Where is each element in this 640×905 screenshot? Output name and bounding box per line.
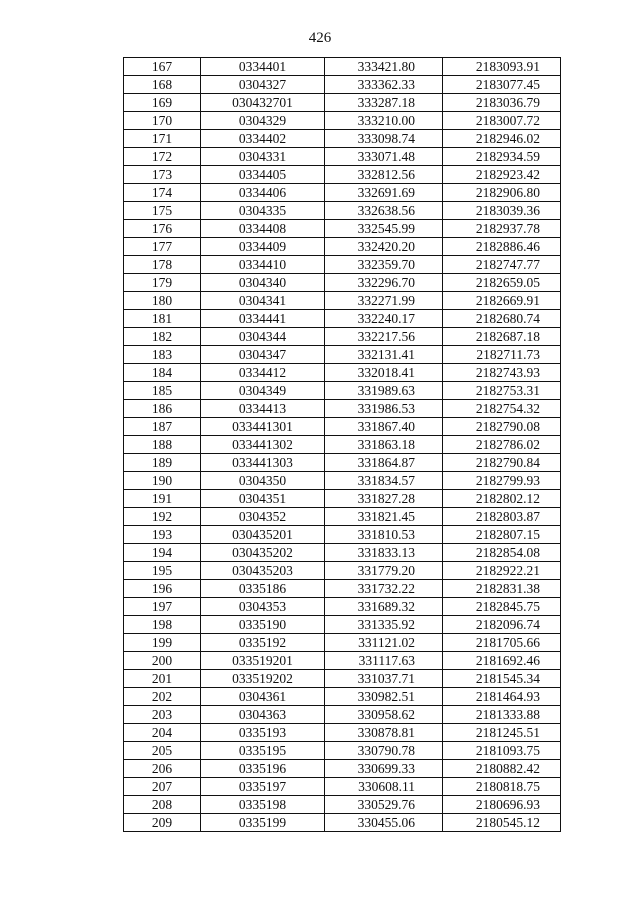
y-coordinate-cell: 2182743.93 bbox=[443, 364, 561, 382]
y-coordinate-cell: 2181093.75 bbox=[443, 742, 561, 760]
x-coordinate-cell: 331863.18 bbox=[325, 436, 443, 454]
table-row bbox=[124, 562, 561, 580]
table-row bbox=[124, 364, 561, 382]
row-number-cell: 208 bbox=[124, 796, 201, 814]
y-coordinate-cell: 2182786.02 bbox=[443, 436, 561, 454]
x-coordinate-cell: 331037.71 bbox=[325, 670, 443, 688]
row-number-cell: 170 bbox=[124, 112, 201, 130]
row-number-cell: 204 bbox=[124, 724, 201, 742]
y-coordinate-cell: 2182906.80 bbox=[443, 184, 561, 202]
x-coordinate-cell: 331834.57 bbox=[325, 472, 443, 490]
point-code-cell: 0304341 bbox=[201, 292, 325, 310]
x-coordinate-cell: 331779.20 bbox=[325, 562, 443, 580]
table-row bbox=[124, 292, 561, 310]
row-number-cell: 189 bbox=[124, 454, 201, 472]
table-row bbox=[124, 274, 561, 292]
x-coordinate-cell: 331732.22 bbox=[325, 580, 443, 598]
row-number-cell: 176 bbox=[124, 220, 201, 238]
table-row bbox=[124, 184, 561, 202]
y-coordinate-cell: 2182687.18 bbox=[443, 328, 561, 346]
row-number-cell: 168 bbox=[124, 76, 201, 94]
y-coordinate-cell: 2182799.93 bbox=[443, 472, 561, 490]
row-number-cell: 175 bbox=[124, 202, 201, 220]
table-row bbox=[124, 706, 561, 724]
x-coordinate-cell: 331827.28 bbox=[325, 490, 443, 508]
point-code-cell: 0335195 bbox=[201, 742, 325, 760]
table-row bbox=[124, 490, 561, 508]
row-number-cell: 209 bbox=[124, 814, 201, 832]
y-coordinate-cell: 2180882.42 bbox=[443, 760, 561, 778]
table-row bbox=[124, 436, 561, 454]
row-number-cell: 205 bbox=[124, 742, 201, 760]
point-code-cell: 0334441 bbox=[201, 310, 325, 328]
row-number-cell: 174 bbox=[124, 184, 201, 202]
point-code-cell: 0304327 bbox=[201, 76, 325, 94]
table-row bbox=[124, 310, 561, 328]
table-row bbox=[124, 202, 561, 220]
x-coordinate-cell: 333098.74 bbox=[325, 130, 443, 148]
point-code-cell: 033441301 bbox=[201, 418, 325, 436]
y-coordinate-cell: 2182946.02 bbox=[443, 130, 561, 148]
point-code-cell: 0304351 bbox=[201, 490, 325, 508]
y-coordinate-cell: 2183007.72 bbox=[443, 112, 561, 130]
row-number-cell: 194 bbox=[124, 544, 201, 562]
x-coordinate-cell: 333071.48 bbox=[325, 148, 443, 166]
table-row bbox=[124, 454, 561, 472]
row-number-cell: 187 bbox=[124, 418, 201, 436]
point-code-cell: 0334405 bbox=[201, 166, 325, 184]
table-row bbox=[124, 526, 561, 544]
point-code-cell: 033519201 bbox=[201, 652, 325, 670]
y-coordinate-cell: 2183093.91 bbox=[443, 58, 561, 76]
table-row bbox=[124, 130, 561, 148]
point-code-cell: 0304329 bbox=[201, 112, 325, 130]
row-number-cell: 190 bbox=[124, 472, 201, 490]
row-number-cell: 200 bbox=[124, 652, 201, 670]
y-coordinate-cell: 2182886.46 bbox=[443, 238, 561, 256]
y-coordinate-cell: 2182831.38 bbox=[443, 580, 561, 598]
coordinates-table-body bbox=[124, 58, 561, 832]
x-coordinate-cell: 330608.11 bbox=[325, 778, 443, 796]
table-row bbox=[124, 742, 561, 760]
y-coordinate-cell: 2181245.51 bbox=[443, 724, 561, 742]
table-row bbox=[124, 76, 561, 94]
x-coordinate-cell: 332018.41 bbox=[325, 364, 443, 382]
row-number-cell: 206 bbox=[124, 760, 201, 778]
y-coordinate-cell: 2182754.32 bbox=[443, 400, 561, 418]
y-coordinate-cell: 2182680.74 bbox=[443, 310, 561, 328]
table-row bbox=[124, 580, 561, 598]
y-coordinate-cell: 2181545.34 bbox=[443, 670, 561, 688]
table-row bbox=[124, 220, 561, 238]
y-coordinate-cell: 2182669.91 bbox=[443, 292, 561, 310]
y-coordinate-cell: 2182803.87 bbox=[443, 508, 561, 526]
table-row bbox=[124, 94, 561, 112]
y-coordinate-cell: 2181333.88 bbox=[443, 706, 561, 724]
row-number-cell: 178 bbox=[124, 256, 201, 274]
table-row bbox=[124, 814, 561, 832]
x-coordinate-cell: 331810.53 bbox=[325, 526, 443, 544]
page-number: 426 bbox=[308, 30, 332, 46]
x-coordinate-cell: 333421.80 bbox=[325, 58, 443, 76]
row-number-cell: 195 bbox=[124, 562, 201, 580]
table-row bbox=[124, 598, 561, 616]
y-coordinate-cell: 2183039.36 bbox=[443, 202, 561, 220]
x-coordinate-cell: 331689.32 bbox=[325, 598, 443, 616]
y-coordinate-cell: 2181692.46 bbox=[443, 652, 561, 670]
x-coordinate-cell: 333362.33 bbox=[325, 76, 443, 94]
y-coordinate-cell: 2182790.08 bbox=[443, 418, 561, 436]
y-coordinate-cell: 2182845.75 bbox=[443, 598, 561, 616]
point-code-cell: 033519202 bbox=[201, 670, 325, 688]
x-coordinate-cell: 332131.41 bbox=[325, 346, 443, 364]
y-coordinate-cell: 2183077.45 bbox=[443, 76, 561, 94]
point-code-cell: 0334408 bbox=[201, 220, 325, 238]
point-code-cell: 0334401 bbox=[201, 58, 325, 76]
point-code-cell: 0335197 bbox=[201, 778, 325, 796]
point-code-cell: 0335186 bbox=[201, 580, 325, 598]
table-row bbox=[124, 472, 561, 490]
point-code-cell: 033441302 bbox=[201, 436, 325, 454]
x-coordinate-cell: 332691.69 bbox=[325, 184, 443, 202]
x-coordinate-cell: 331864.87 bbox=[325, 454, 443, 472]
point-code-cell: 030435203 bbox=[201, 562, 325, 580]
point-code-cell: 0304353 bbox=[201, 598, 325, 616]
y-coordinate-cell: 2182659.05 bbox=[443, 274, 561, 292]
y-coordinate-cell: 2180696.93 bbox=[443, 796, 561, 814]
x-coordinate-cell: 331833.13 bbox=[325, 544, 443, 562]
row-number-cell: 185 bbox=[124, 382, 201, 400]
point-code-cell: 0334409 bbox=[201, 238, 325, 256]
y-coordinate-cell: 2182922.21 bbox=[443, 562, 561, 580]
row-number-cell: 181 bbox=[124, 310, 201, 328]
row-number-cell: 201 bbox=[124, 670, 201, 688]
row-number-cell: 203 bbox=[124, 706, 201, 724]
table-row bbox=[124, 760, 561, 778]
x-coordinate-cell: 332812.56 bbox=[325, 166, 443, 184]
x-coordinate-cell: 330529.76 bbox=[325, 796, 443, 814]
row-number-cell: 199 bbox=[124, 634, 201, 652]
table-row bbox=[124, 238, 561, 256]
point-code-cell: 0334402 bbox=[201, 130, 325, 148]
point-code-cell: 0334406 bbox=[201, 184, 325, 202]
y-coordinate-cell: 2180545.12 bbox=[443, 814, 561, 832]
y-coordinate-cell: 2182096.74 bbox=[443, 616, 561, 634]
row-number-cell: 184 bbox=[124, 364, 201, 382]
table-row bbox=[124, 688, 561, 706]
point-code-cell: 0335196 bbox=[201, 760, 325, 778]
row-number-cell: 171 bbox=[124, 130, 201, 148]
table-row bbox=[124, 256, 561, 274]
row-number-cell: 172 bbox=[124, 148, 201, 166]
row-number-cell: 198 bbox=[124, 616, 201, 634]
y-coordinate-cell: 2182747.77 bbox=[443, 256, 561, 274]
x-coordinate-cell: 331821.45 bbox=[325, 508, 443, 526]
y-coordinate-cell: 2182934.59 bbox=[443, 148, 561, 166]
table-row bbox=[124, 148, 561, 166]
y-coordinate-cell: 2183036.79 bbox=[443, 94, 561, 112]
table-row bbox=[124, 652, 561, 670]
row-number-cell: 188 bbox=[124, 436, 201, 454]
row-number-cell: 197 bbox=[124, 598, 201, 616]
y-coordinate-cell: 2182802.12 bbox=[443, 490, 561, 508]
table-row bbox=[124, 418, 561, 436]
row-number-cell: 177 bbox=[124, 238, 201, 256]
point-code-cell: 0334413 bbox=[201, 400, 325, 418]
x-coordinate-cell: 330982.51 bbox=[325, 688, 443, 706]
y-coordinate-cell: 2182854.08 bbox=[443, 544, 561, 562]
row-number-cell: 167 bbox=[124, 58, 201, 76]
y-coordinate-cell: 2181705.66 bbox=[443, 634, 561, 652]
table-row bbox=[124, 634, 561, 652]
point-code-cell: 030432701 bbox=[201, 94, 325, 112]
x-coordinate-cell: 332359.70 bbox=[325, 256, 443, 274]
row-number-cell: 196 bbox=[124, 580, 201, 598]
point-code-cell: 0335199 bbox=[201, 814, 325, 832]
point-code-cell: 0304331 bbox=[201, 148, 325, 166]
x-coordinate-cell: 331117.63 bbox=[325, 652, 443, 670]
x-coordinate-cell: 332420.20 bbox=[325, 238, 443, 256]
y-coordinate-cell: 2182807.15 bbox=[443, 526, 561, 544]
x-coordinate-cell: 330878.81 bbox=[325, 724, 443, 742]
row-number-cell: 186 bbox=[124, 400, 201, 418]
table-row bbox=[124, 670, 561, 688]
point-code-cell: 030435201 bbox=[201, 526, 325, 544]
point-code-cell: 033441303 bbox=[201, 454, 325, 472]
row-number-cell: 192 bbox=[124, 508, 201, 526]
row-number-cell: 183 bbox=[124, 346, 201, 364]
x-coordinate-cell: 331121.02 bbox=[325, 634, 443, 652]
y-coordinate-cell: 2182937.78 bbox=[443, 220, 561, 238]
table-row bbox=[124, 328, 561, 346]
point-code-cell: 0304350 bbox=[201, 472, 325, 490]
table-row bbox=[124, 112, 561, 130]
x-coordinate-cell: 332240.17 bbox=[325, 310, 443, 328]
y-coordinate-cell: 2182711.73 bbox=[443, 346, 561, 364]
row-number-cell: 180 bbox=[124, 292, 201, 310]
point-code-cell: 0304352 bbox=[201, 508, 325, 526]
x-coordinate-cell: 331867.40 bbox=[325, 418, 443, 436]
y-coordinate-cell: 2182753.31 bbox=[443, 382, 561, 400]
table-row bbox=[124, 58, 561, 76]
point-code-cell: 0335190 bbox=[201, 616, 325, 634]
row-number-cell: 182 bbox=[124, 328, 201, 346]
x-coordinate-cell: 330455.06 bbox=[325, 814, 443, 832]
table-row bbox=[124, 778, 561, 796]
row-number-cell: 173 bbox=[124, 166, 201, 184]
point-code-cell: 0335198 bbox=[201, 796, 325, 814]
y-coordinate-cell: 2182923.42 bbox=[443, 166, 561, 184]
point-code-cell: 030435202 bbox=[201, 544, 325, 562]
point-code-cell: 0304344 bbox=[201, 328, 325, 346]
row-number-cell: 207 bbox=[124, 778, 201, 796]
point-code-cell: 0304347 bbox=[201, 346, 325, 364]
x-coordinate-cell: 331989.63 bbox=[325, 382, 443, 400]
table-row bbox=[124, 382, 561, 400]
x-coordinate-cell: 332638.56 bbox=[325, 202, 443, 220]
table-row bbox=[124, 508, 561, 526]
table-row bbox=[124, 544, 561, 562]
x-coordinate-cell: 332217.56 bbox=[325, 328, 443, 346]
row-number-cell: 191 bbox=[124, 490, 201, 508]
y-coordinate-cell: 2181464.93 bbox=[443, 688, 561, 706]
table-row bbox=[124, 796, 561, 814]
x-coordinate-cell: 330790.78 bbox=[325, 742, 443, 760]
x-coordinate-cell: 331986.53 bbox=[325, 400, 443, 418]
table-row bbox=[124, 166, 561, 184]
point-code-cell: 0335192 bbox=[201, 634, 325, 652]
x-coordinate-cell: 332271.99 bbox=[325, 292, 443, 310]
x-coordinate-cell: 330699.33 bbox=[325, 760, 443, 778]
x-coordinate-cell: 331335.92 bbox=[325, 616, 443, 634]
point-code-cell: 0335193 bbox=[201, 724, 325, 742]
point-code-cell: 0304349 bbox=[201, 382, 325, 400]
point-code-cell: 0304363 bbox=[201, 706, 325, 724]
row-number-cell: 169 bbox=[124, 94, 201, 112]
x-coordinate-cell: 330958.62 bbox=[325, 706, 443, 724]
row-number-cell: 202 bbox=[124, 688, 201, 706]
table-row bbox=[124, 616, 561, 634]
y-coordinate-cell: 2182790.84 bbox=[443, 454, 561, 472]
point-code-cell: 0334412 bbox=[201, 364, 325, 382]
x-coordinate-cell: 333210.00 bbox=[325, 112, 443, 130]
point-code-cell: 0304361 bbox=[201, 688, 325, 706]
y-coordinate-cell: 2180818.75 bbox=[443, 778, 561, 796]
point-code-cell: 0334410 bbox=[201, 256, 325, 274]
coordinates-table bbox=[123, 57, 561, 832]
row-number-cell: 193 bbox=[124, 526, 201, 544]
row-number-cell: 179 bbox=[124, 274, 201, 292]
table-row bbox=[124, 724, 561, 742]
x-coordinate-cell: 332296.70 bbox=[325, 274, 443, 292]
table-row bbox=[124, 400, 561, 418]
x-coordinate-cell: 332545.99 bbox=[325, 220, 443, 238]
table-row bbox=[124, 346, 561, 364]
x-coordinate-cell: 333287.18 bbox=[325, 94, 443, 112]
point-code-cell: 0304335 bbox=[201, 202, 325, 220]
point-code-cell: 0304340 bbox=[201, 274, 325, 292]
